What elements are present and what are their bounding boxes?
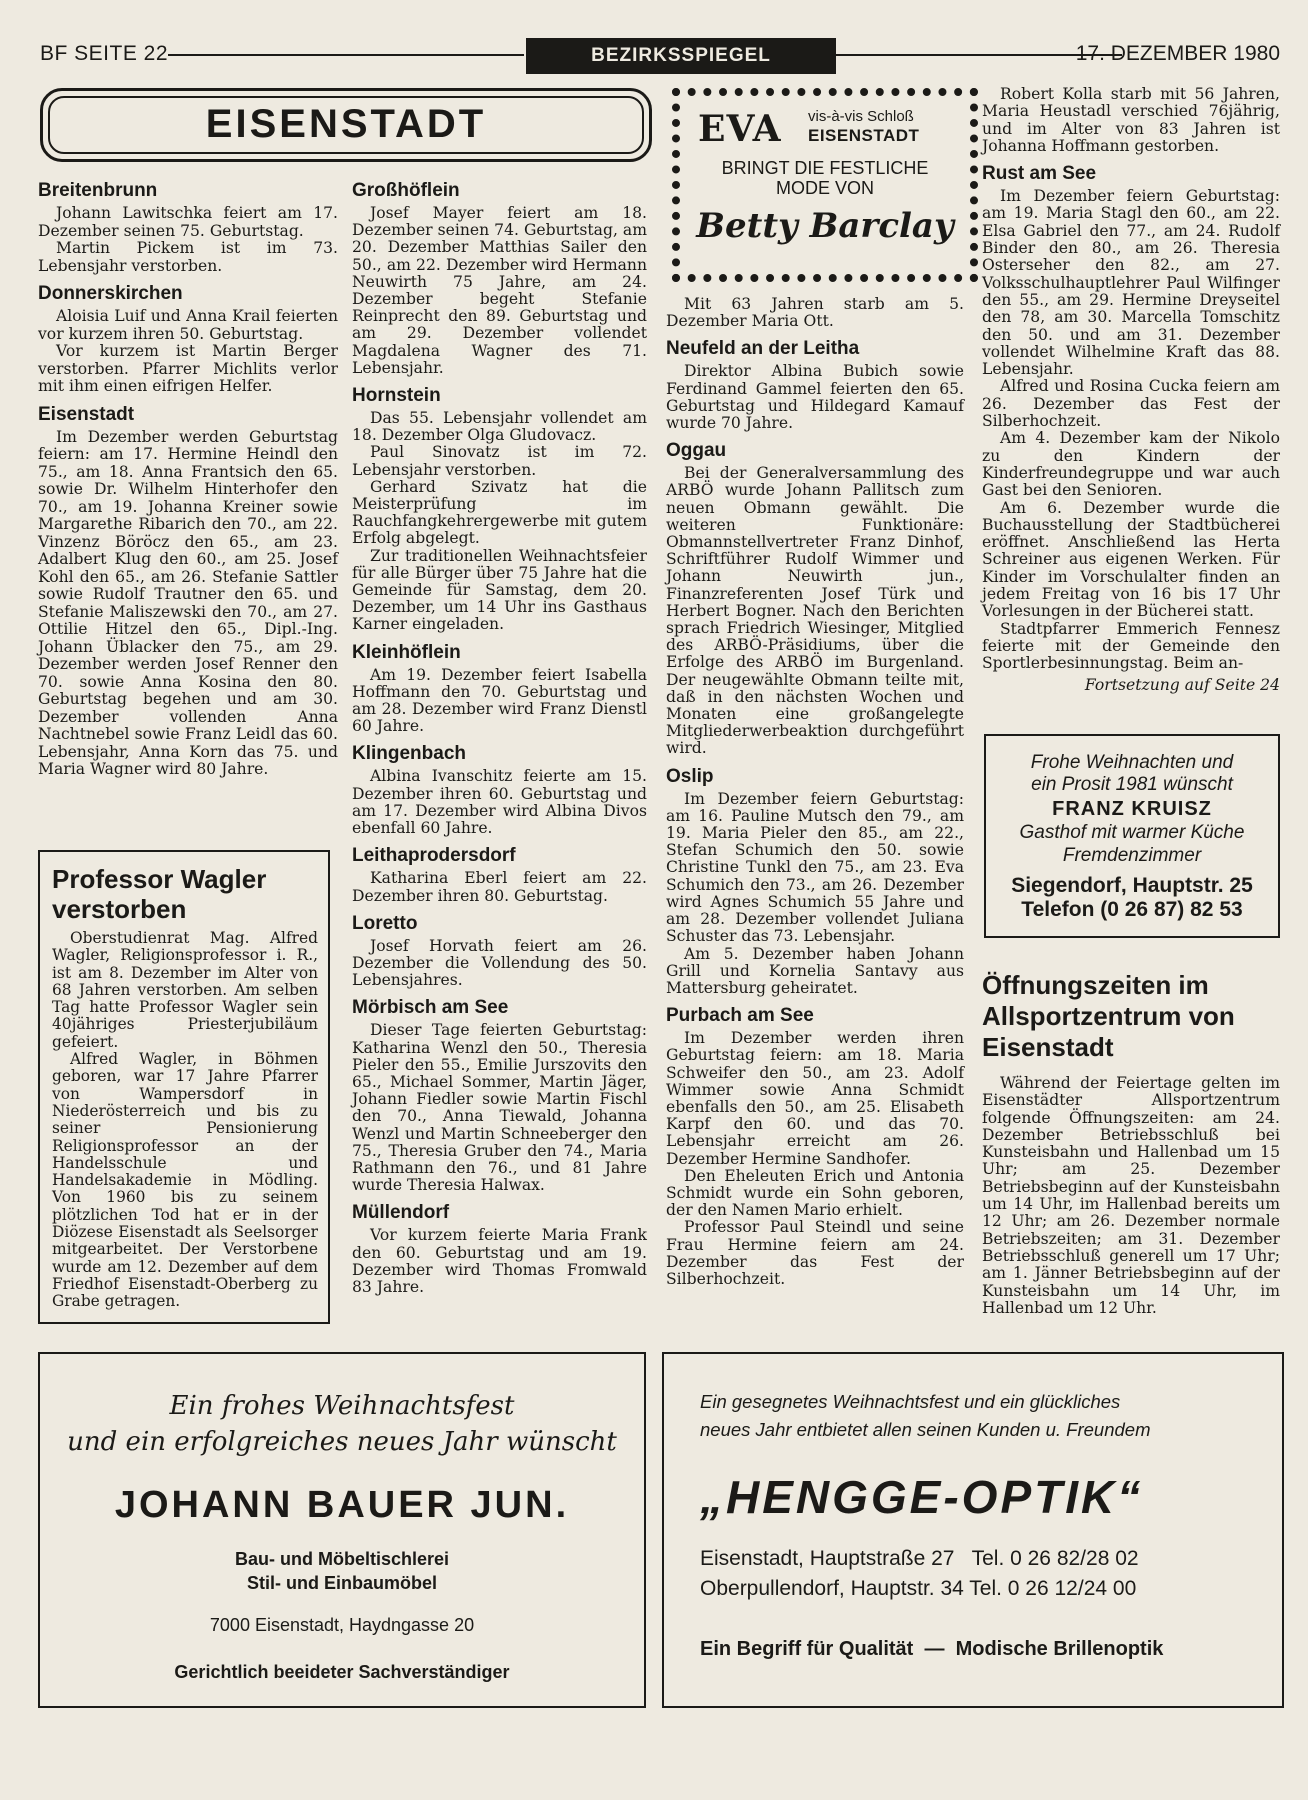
paragraph: Während der Feiertage gelten im Eisenstädter Allsportzentrum folgende Öffnungszeiten: am 24. Dezember Betriebsschluß bei Kunsteisbahn und Hallenbad um 15 Uhr; am 25. Dezember Betriebsbeginn auf der Kunsteisbahn um 14 Uhr, im Hallenbad bereits um 12 Uhr; am 26. Dezember normale Betriebszeiten; am 31. Dezember Betriebsschluß generell um 17 Uhr; am 1. Jänner Betriebsbeginn auf der Kunsteisbahn um 14 Uhr, im Hallenbad um 12 Uhr. xyxy=(982,1074,1280,1317)
paragraph: Am 4. Dezember kam der Nikolo zu den Kindern der Kinderfreundegruppe und war auch Gast bei den Senioren. xyxy=(982,429,1280,500)
bauer-sub-2: Stil- und Einbaumöbel xyxy=(247,1573,437,1593)
sport-article xyxy=(982,970,1280,1317)
paragraph: Am 5. Dezember haben Johann Grill und Kornelia Santavy aus Mattersburg geheiratet. xyxy=(666,944,964,997)
betty-barclay-logo: Betty Barclay xyxy=(696,206,954,246)
eva-slogan-line-1: BRINGT DIE FESTLICHE xyxy=(721,158,929,178)
heading-hornstein: Hornstein xyxy=(352,385,441,407)
main-title: EISENSTADT xyxy=(48,96,644,154)
heading-grosshoeflein: Großhöflein xyxy=(352,180,460,201)
paragraph: Robert Kolla starb mit 56 Jahren, Maria Heustadl verschied 76jährig, und im Alter von 83 Jahren ist Johanna Hoffmann gestorben. xyxy=(982,85,1280,155)
section-title: BEZIRKSSPIEGEL xyxy=(526,38,836,74)
main-title-box xyxy=(40,88,652,162)
paragraph: Mit 63 Jahren starb am 5. Dezember Maria Ott. xyxy=(666,295,964,331)
bauer-line-1: Ein frohes Weihnachtsfest xyxy=(169,1391,515,1421)
kruisz-ad xyxy=(984,734,1280,938)
paragraph: Vor kurzem ist Martin Berger verstorben. Pfarrer Michlits verlor mit ihm einen eifrigen Helfer. xyxy=(38,342,338,395)
sport-title: Öffnungszeiten im Allsportzentrum von Eisenstadt xyxy=(982,970,1235,1062)
paragraph: Den Eheleuten Erich und Antonia Schmidt wurde ein Sohn geboren, der den Namen Mario erhielt. xyxy=(666,1166,964,1220)
bauer-address: 7000 Eisenstadt, Haydngasse 20 xyxy=(209,1615,475,1635)
heading-purbach: Purbach am See xyxy=(666,1005,814,1027)
heading-oggau: Oggau xyxy=(666,440,727,462)
column-1 xyxy=(38,172,338,779)
heading-donnerskirchen: Donnerskirchen xyxy=(38,283,183,304)
header-rule-left xyxy=(168,54,524,56)
hengge-line-2: neues Jahr entbietet allen seinen Kunden u. Freundem xyxy=(700,1419,1151,1440)
eva-logo: EVA xyxy=(698,108,782,150)
paragraph: Im Dezember werden ihren Geburtstag feiern: am 18. Maria Schweifer den 50., am 23. Adolf Wimmer sowie Anna Schmidt ebenfalls den 50., am 25. Elisabeth Karpf den 60. und das 70. Lebensjahr erreicht am 26. Dezember Hermine Sandhofer. xyxy=(666,1029,964,1168)
kruisz-name: FRANZ KRUISZ xyxy=(1052,798,1212,820)
wagler-obituary-box xyxy=(38,850,330,1324)
kruisz-line-2: ein Prosit 1981 wünscht xyxy=(1031,774,1233,795)
kruisz-phone: Telefon (0 26 87) 82 53 xyxy=(1021,898,1243,921)
column-2 xyxy=(352,172,647,1296)
bauer-name: JOHANN BAUER JUN. xyxy=(114,1484,570,1526)
heading-kleinhoeflein: Kleinhöflein xyxy=(352,641,461,663)
bauer-sub-1: Bau- und Möbeltischlerei xyxy=(234,1549,450,1569)
page-header xyxy=(40,40,1280,66)
kruisz-address: Siegendorf, Hauptstr. 25 xyxy=(1011,874,1253,897)
hengge-address-2: Oberpullendorf, Hauptstr. 34 Tel. 0 26 12/24 00 xyxy=(700,1577,1137,1600)
kruisz-line-3: Gasthof mit warmer Küche xyxy=(1019,822,1245,843)
heading-klingenbach: Klingenbach xyxy=(352,743,467,765)
heading-breitenbrunn: Breitenbrunn xyxy=(38,180,158,201)
hengge-address-1: Eisenstadt, Hauptstraße 27 Tel. 0 26 82/28 02 xyxy=(700,1547,1139,1570)
heading-oslip: Oslip xyxy=(666,765,714,787)
hengge-footer: Ein Begriff für Qualität — Modische Brillenoptik xyxy=(700,1638,1164,1660)
paragraph: Paul Sinovatz ist im 72. Lebensjahr verstorben. xyxy=(352,443,647,479)
paragraph: Martin Pickem ist im 73. Lebensjahr verstorben. xyxy=(38,239,338,275)
paragraph: Das 55. Lebensjahr vollendet am 18. Dezember Olga Gludovacz. xyxy=(352,409,647,445)
paragraph: Dieser Tage feierten Geburtstag: Katharina Wenzl den 50., Theresia Pieler den 55., Emilie Jurszovits den 65., Michael Sommer, Martin Jäger, Johann Fiedler sowie Martin Fischl den 70., Anna Tiewald, Johanna Wenzl und Martin Schneeberger den 75., Theresia Gruber den 74., Maria Rathmann den 76., und 81 Jahre wurde Theresia Halwax. xyxy=(352,1021,647,1195)
kruisz-line-4: Fremdenzimmer xyxy=(1062,845,1202,866)
paragraph: Josef Horvath feiert am 26. Dezember die Vollendung des 50. Lebensjahres. xyxy=(352,936,647,990)
bauer-footer: Gerichtlich beeideter Sachverständiger xyxy=(174,1662,510,1682)
page-number: BF SEITE 22 xyxy=(40,42,169,65)
paragraph: Am 19. Dezember feiert Isabella Hoffmann den 70. Geburtstag und am 28. Dezember wird Franz Dienstl 60 Jahre. xyxy=(352,665,647,736)
heading-leithaprodersdorf: Leithaprodersdorf xyxy=(352,845,516,867)
column-3 xyxy=(666,296,964,1288)
heading-neufeld: Neufeld an der Leitha xyxy=(666,338,860,360)
paragraph: Gerhard Szivatz hat die Meisterprüfung im Rauchfangkehrergewerbe mit gutem Erfolg abgelegt. xyxy=(352,477,647,548)
kruisz-line-1: Frohe Weihnachten und xyxy=(1030,752,1234,773)
paragraph: Katharina Eberl feiert am 22. Dezember ihren 80. Geburtstag. xyxy=(352,869,647,905)
heading-moerbisch: Mörbisch am See xyxy=(352,997,509,1019)
issue-date: 17. DEZEMBER 1980 xyxy=(1075,42,1280,65)
paragraph: Im Dezember feiern Geburtstag: am 19. Maria Stagl den 60., am 22. Elsa Gabriel den 77., am 24. Rudolf Binder den 80., am 26. Theresia Osterseher den 82., am 27. Volksschulhauptlehrer Paul Wilfinger den 55., am 29. Hermine Dreyseitel den 78, am 30. Marcella Tomschitz den 50. und am 31. Dezember vollendet Wilhelmine Kraft das 88. Lebensjahr. xyxy=(982,187,1280,379)
paragraph: Stadtpfarrer Emmerich Fennesz feierte mit der Gemeinde den Sportlerbesinnungstag. Beim an- xyxy=(982,619,1280,673)
eva-town: EISENSTADT xyxy=(808,126,920,145)
eva-fashion-ad xyxy=(672,88,978,282)
hengge-optik-ad xyxy=(662,1352,1284,1708)
heading-muellendorf: Müllendorf xyxy=(352,1202,450,1224)
hengge-name: „HENGGE-OPTIK“ xyxy=(700,1471,1144,1523)
paragraph: Alfred und Rosina Cucka feiern am 26. Dezember das Fest der Silberhochzeit. xyxy=(982,377,1280,431)
paragraph: Bei der Generalversammlung des ARBÖ wurde Johann Pallitsch zum neuen Obmann gewählt. Die weiteren Funktionäre: Obmannstellvertreter Franz Dinhof, Schriftführer Rudolf Wimmer und Johann Neuwirth jun., Finanzreferenten Josef Türk und Herbert Bogner. Nach den Berichten sprach Friedrich Wiesinger, Mitglied des ARBÖ-Präsidiums, über die Erfolge des ARBÖ im Burgenland. Der neugewählte Obmann teilte mit, daß in den nächsten Wochen und Monaten eine großangelegte Mitgliederwerbeaktion durchgeführt wird. xyxy=(666,464,964,758)
hengge-line-1: Ein gesegnetes Weihnachtsfest und ein glückliches xyxy=(700,1391,1121,1412)
column-4 xyxy=(982,86,1280,694)
eva-slogan xyxy=(680,158,970,198)
paragraph: Direktor Albina Bubich sowie Ferdinand Gammel feierten den 65. Geburtstag und Hildegard Kamauf wurde 70 Jahre. xyxy=(666,362,964,433)
paragraph: Vor kurzem feierte Maria Frank den 60. Geburtstag und am 19. Dezember wird Thomas Fromwald 83 Jahre. xyxy=(352,1226,647,1296)
paragraph: Oberstudienrat Mag. Alfred Wagler, Religionsprofessor i. R., ist am 8. Dezember im Alter von 68 Jahren verstorben. Am selben Tag hatte Professor Wagler sein 40jähriges Priesterjubiläum gefeiert. xyxy=(52,929,318,1051)
heading-loretto: Loretto xyxy=(352,912,418,934)
paragraph: Im Dezember werden Geburtstag feiern: am 17. Hermine Heindl den 75., am 18. Anna Frantsich den 65. sowie Dr. Wilhelm Hinterhofer den 70., am 19. Johanna Kreiner sowie Margarethe Ribarich den 70., am 22. Vinzenz Böröcz den 65., am 23. Adalbert Klug den 60., am 25. Josef Kohl den 65., am 26. Stefanie Sattler sowie Rudolf Trautner den 65. und Stefanie Maliszewski den 70., am 27. Ottilie Hitzel den 65., Dipl.-Ing. Johann Üblacker den 75., am 29. Dezember werden Josef Renner den 70. sowie Anna Kosina den 80. Geburtstag begehen und am 30. Dezember vollenden Anna Nachtnebel sowie Franz Leidl das 60. Lebensjahr, Anna Korn das 75. und Maria Wagner wird 80 Jahre. xyxy=(38,427,338,778)
paragraph: Aloisia Luif und Anna Krail feierten vor kurzem ihren 50. Geburtstag. xyxy=(38,307,338,343)
continued-note: Fortsetzung auf Seite 24 xyxy=(1084,675,1280,694)
paragraph: Professor Paul Steindl und seine Frau Hermine feiern am 24. Dezember das Fest der Silberhochzeit. xyxy=(666,1218,964,1288)
bauer-line-2: und ein erfolgreiches neues Jahr wünscht xyxy=(67,1427,617,1457)
paragraph: Im Dezember feiern Geburtstag: am 16. Pauline Mutsch den 79., am 19. Maria Pieler den 85., am 22., Stefan Schumich den 50. sowie Christine Tunkl den 75., am 23. Eva Schumich den 73., am 26. Dezember wird Agnes Schumich 55 Jahre und am 28. Dezember vollendet Juliana Schuster das 73. Lebensjahr. xyxy=(666,789,964,946)
paragraph: Zur traditionellen Weihnachtsfeier für alle Bürger über 75 Jahre hat die Gemeinde für Samstag, dem 20. Dezember, um 14 Uhr ins Gasthaus Karner eingeladen. xyxy=(352,546,647,634)
paragraph: Johann Lawitschka feiert am 17. Dezember seinen 75. Geburtstag. xyxy=(38,204,338,240)
wagler-title: Professor Wagler verstorben xyxy=(52,864,267,924)
paragraph: Albina Ivanschitz feierte am 15. Dezember ihren 60. Geburtstag und am 17. Dezember wird Albina Divos ebenfall 60 Jahre. xyxy=(352,767,647,838)
eva-location: vis-à-vis Schloß xyxy=(808,108,914,125)
heading-rust: Rust am See xyxy=(982,163,1097,185)
bauer-ad xyxy=(38,1352,646,1708)
eva-slogan-line-2: MODE VON xyxy=(775,178,874,198)
heading-eisenstadt: Eisenstadt xyxy=(38,403,135,425)
paragraph: Am 6. Dezember wurde die Buchausstellung der Stadtbücherei eröffnet. Anschließend las Herta Schreiner aus eigenen Werken. Für Kinder im Vorschulalter finden an jedem Freitag von 16 bis 17 Uhr Vorlesungen in der Bücherei statt. xyxy=(982,498,1280,621)
paragraph: Josef Mayer feiert am 18. Dezember seinen 74. Geburtstag, am 20. Dezember Matthias Sailer den 50., am 22. Dezember wird Hermann Neuwirth 75 Jahre, am 24. Dezember begeht Stefanie Reinprecht den 89. Geburtstag und am 29. Dezember vollendet Magdalena Wagner des 71. Lebensjahr. xyxy=(352,204,647,377)
paragraph: Alfred Wagler, in Böhmen geboren, war 17 Jahre Pfarrer von Wampersdorf in Niederösterreich und bis zu seiner Pensionierung Religionsprofessor an der Handelsschule und Handelsakademie in Mödling. Von 1960 bis zu seinem plötzlichen Tod hat er in der Diözese Eisenstadt als Seelsorger mitgearbeitet. Der Verstorbene wurde am 12. Dezember auf dem Friedhof Eisenstadt-Oberberg zu Grabe getragen. xyxy=(52,1050,318,1311)
